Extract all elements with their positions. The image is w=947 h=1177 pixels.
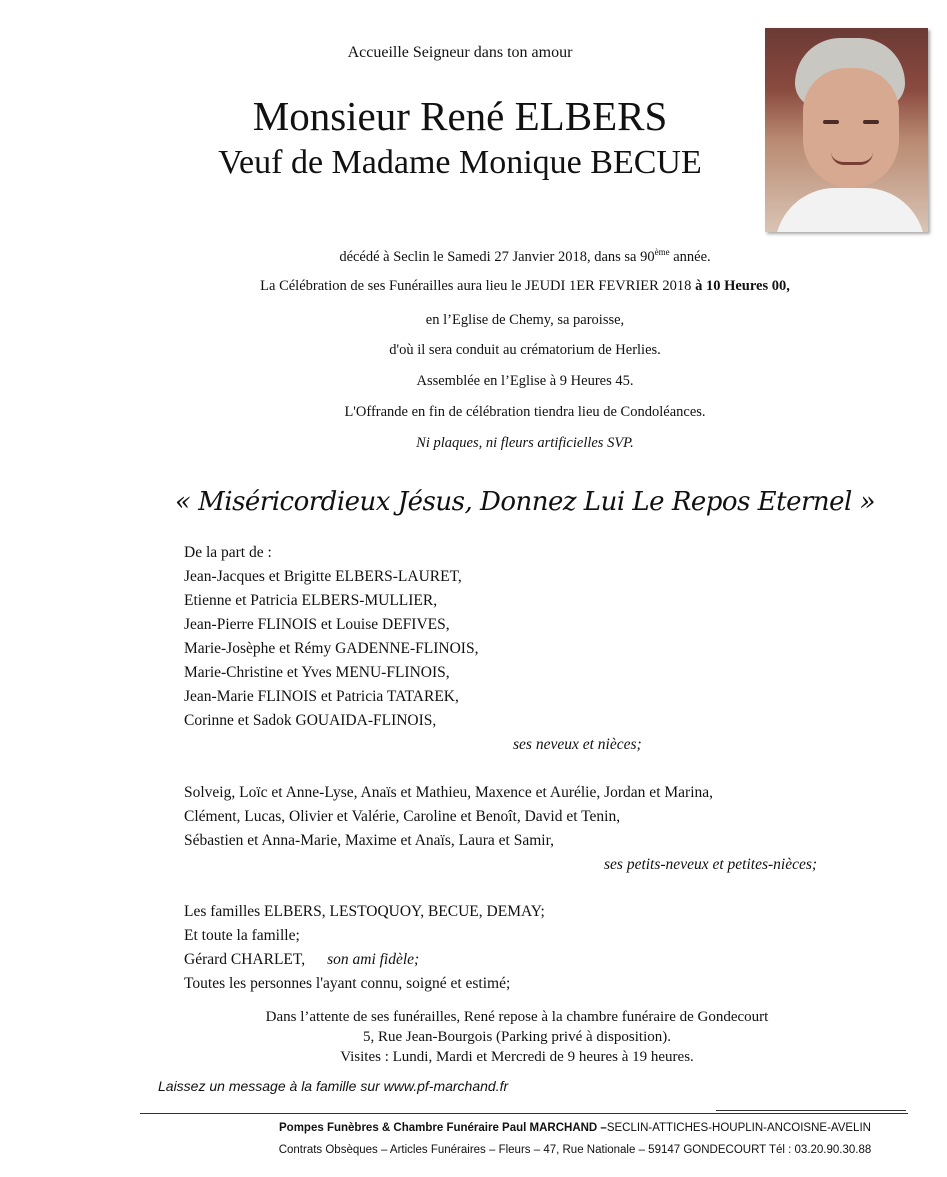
footer-company: Pompes Funèbres & Chambre Funéraire Paul MARCHAND –SECLIN-ATTICHES-HOUPLIN-ANCOISNE-AVELIN [279,1122,871,1134]
grand-nephews-label: ses petits-neveux et petites-nièces; [604,856,818,873]
list-item: Jean-Pierre FLINOIS et Louise DEFIVES, [184,616,450,633]
prayer-heading: Accueille Seigneur dans ton amour [347,44,573,61]
widower-line: Veuf de Madame Monique BECUE [218,144,702,181]
list-item: Etienne et Patricia ELBERS-MULLIER, [184,592,438,609]
death-line: décédé à Seclin le Samedi 27 Janvier 2018, dans sa 90ème année. [339,247,711,265]
list-item: Corinne et Sadok GOUAIDA-FLINOIS, [184,712,437,729]
offering-line: L'Offrande en fin de célébration tiendra lieu de Condoléances. [344,404,706,420]
ceremony-line: La Célébration de ses Funérailles aura lieu le JEUDI 1ER FEVRIER 2018 à 10 Heures 00, [260,278,790,294]
church-line: en l’Eglise de Chemy, sa paroisse, [425,312,625,328]
flowers-note: Ni plaques, ni fleurs artificielles SVP. [416,435,634,451]
nephew-list [184,565,478,733]
prayer-quote: « Miséricordieux Jésus, Donnez Lui Le Repos Eternel » [174,487,876,517]
families-line: Les familles ELBERS, LESTOQUOY, BECUE, DEMAY; [184,903,545,920]
grand-nephew-list [184,781,713,853]
nephews-label: ses neveux et nièces; [513,736,642,753]
footer-divider [140,1113,908,1114]
cremation-line: d'où il sera conduit au crématorium de Herlies. [389,342,661,358]
whole-family-line: Et toute la famille; [184,927,300,944]
family-intro: De la part de : [184,544,272,561]
repose-line-3: Visites : Lundi, Mardi et Mercredi de 9 heures à 19 heures. [340,1049,694,1065]
footer-divider-short [716,1110,906,1111]
list-item: Solveig, Loïc et Anne-Lyse, Anaïs et Mathieu, Maxence et Aurélie, Jordan et Marina, [184,784,714,801]
list-item: Marie-Christine et Yves MENU-FLINOIS, [184,664,450,681]
list-item: Sébastien et Anna-Marie, Maxime et Anaïs, Laura et Samir, [184,832,554,849]
repose-line-2: 5, Rue Jean-Bourgois (Parking privé à disposition). [362,1029,672,1045]
assembly-line: Assemblée en l’Eglise à 9 Heures 45. [416,373,634,389]
friend-line: Gérard CHARLET, son ami fidèle; [184,951,420,968]
acquaintances-line: Toutes les personnes l'ayant connu, soigné et estimé; [184,975,511,992]
list-item: Jean-Jacques et Brigitte ELBERS-LAURET, [184,568,462,585]
deceased-name: Monsieur René ELBERS [252,93,668,139]
footer-services: Contrats Obsèques – Articles Funéraires – Fleurs – 47, Rue Nationale – 59147 GONDECOURT Tél : 03.20.90.30.88 [278,1144,872,1156]
list-item: Clément, Lucas, Olivier et Valérie, Caroline et Benoît, David et Tenin, [184,808,621,825]
repose-line-1: Dans l’attente de ses funérailles, René repose à la chambre funéraire de Gondecourt [265,1009,769,1025]
list-item: Marie-Josèphe et Rémy GADENNE-FLINOIS, [184,640,479,657]
condolence-message-link[interactable]: Laissez un message à la famille sur www.pf-marchand.fr [158,1078,509,1094]
list-item: Jean-Marie FLINOIS et Patricia TATAREK, [184,688,459,705]
